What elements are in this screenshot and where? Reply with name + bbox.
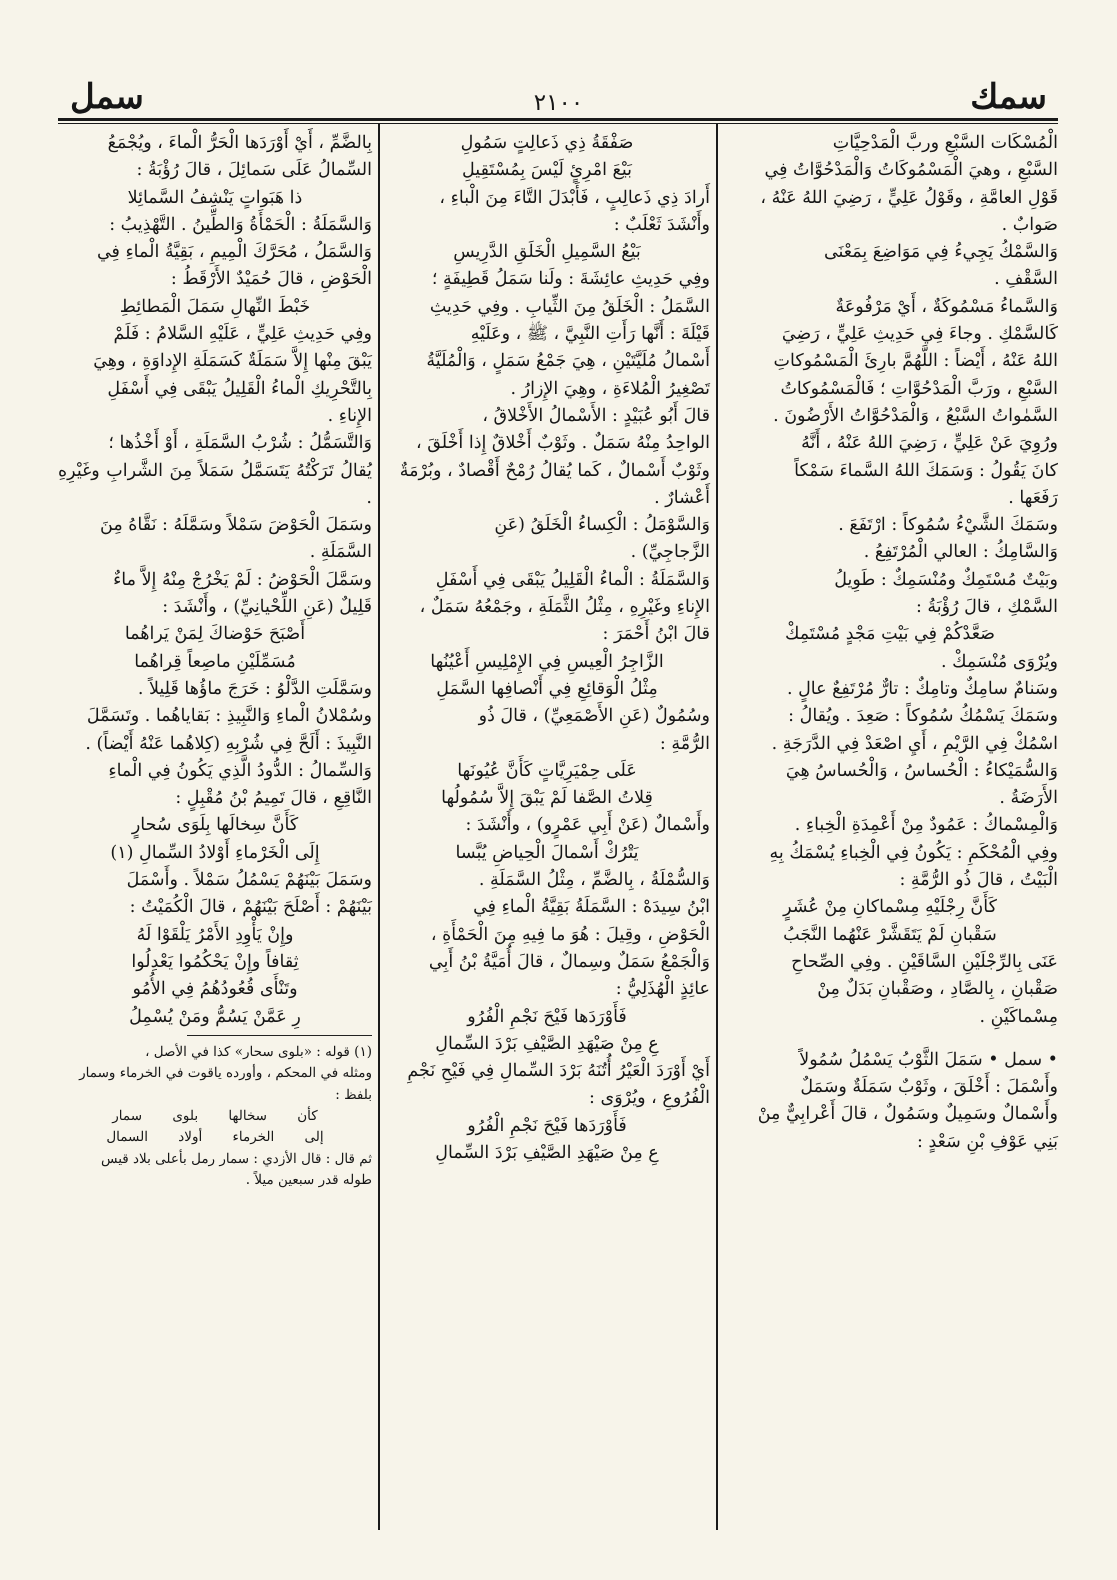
text-line: النَّبِيذَ : أَلَحَّ فِي شُرْبِهِ (كِلاهُما عَنْهُ أَيْضاً) . [85, 733, 372, 754]
footnote-verse: كأن سخالها بلوى سمار [112, 1108, 318, 1125]
header-root-right: سمك [970, 77, 1047, 117]
verse-line: فَأَوْرَدَها فَيْحَ نَجْمِ الْفُرُو [467, 1006, 627, 1027]
verse-line: وإِنْ يَأْوِدِ الأَمْرُ يَلْقَوْا لَهُ [136, 924, 294, 945]
text-line: وسَمَلَ بَيْنَهُمْ يَسْمُلُ سَمْلاً . وأَسْمَلَ [126, 870, 372, 891]
verse-line: وتَنْأَى قُعُودُهُمُ فِي الأُمُو [132, 979, 298, 1000]
verse-line: بَيْعُ السَّمِيلِ الْخَلَقِ الدَّرِيسِ [453, 242, 641, 263]
text-line: أَعْشارٌ . [654, 487, 710, 508]
text-line: قَلِيلٌ (عَنِ اللِّحْيانِيِّ) ، وأَنْشَدَ : [162, 597, 372, 618]
verse-line: كَأَنَّ رِجْلَيْهِ مِسْماكانِ مِنْ عُشَرٍ [783, 897, 997, 918]
verse-line: الزَّاجِرُ الْعِيسِ فِي الإِمْلِيسِ أَعْيُنُها [430, 651, 664, 672]
text-line: وفِي حَدِيثِ عائِشَةَ : ولَنا سَمَلُ قَطِيفَةٍ ؛ [431, 269, 710, 290]
page-number: ٢١٠٠ [533, 90, 584, 116]
footnote [58, 1042, 372, 1192]
text-line: وسُمْلانُ الْماءِ وَالنَّبِيذِ : بَقاياهُما . وتَسَمَّلَ [86, 706, 372, 727]
text-line: بَيْنَهُمْ : أَصْلَحَ بَيْنَهُمْ ، قالَ الْكُمَيْتُ : [129, 897, 372, 918]
text-line: وأَنْشَدَ ثَعْلَبٌ : [613, 214, 710, 235]
text-line: السَّمْكِ ، قالَ رُؤْبَةُ : [915, 597, 1058, 618]
text-line: الْفُرُوعِ ، ويُرْوَى : [589, 1088, 710, 1109]
footnote-line: ومثله في المحكم ، وأورده ياقوت في الخرماء وسمار [79, 1065, 372, 1082]
text-line: وأَسْمالٌ وسَمِيلٌ وسَمُولٌ ، قالَ أَعْرابِيٌّ مِنْ [757, 1104, 1058, 1125]
text-line: وسَمَّلَ الْحَوْضُ : لَمْ يَخْرُجْ مِنْهُ إِلاَّ ماءٌ [113, 569, 372, 590]
text-line: الواحِدُ مِنْهُ سَمَلٌ . وثَوْبٌ أَخْلاقٌ إِذا أَخْلَقَ ، [415, 433, 710, 454]
verse-line: بَيْعَ امْرِئٍ لَيْسَ بِمُسْتَقِيلِ [462, 160, 632, 181]
text-line: الْحَوْضِ ، وقِيلَ : هُوَ ما فِيهِ مِنَ الْحَمْأَةِ ، [430, 924, 710, 945]
verse-line: قِلاتُ الصَّفا لَمْ يَبْقَ إِلاَّ سُمُولُها [441, 788, 653, 809]
verse-line: إِلَى الْخَرْماءِ أَوْلادُ السِّمالِ (١) [110, 842, 320, 863]
text-line: وَالْمِسْماكُ : عَمُودٌ مِنْ أَعْمِدَةِ الْخِباءِ . [794, 815, 1058, 836]
verse-line: خَبْطَ النِّهالِ سَمَلَ الْمَطائِطِ [119, 296, 311, 317]
verse-line: صَفْقَةُ ذِي ذَعالِتٍ سَمُولِ [460, 133, 634, 153]
text-line: الزَّجاجِيِّ) . [630, 542, 710, 563]
text-line: كانَ يَقُولُ : وَسَمَكَ اللهُ السَّماءَ سَمْكاً [794, 460, 1058, 481]
text-line: رَفَعَها . [1008, 487, 1058, 508]
column-left [58, 130, 372, 1192]
text-line: تَصْغِيرُ الْمُلاءَةِ ، وهِيَ الإِزارُ . [510, 378, 710, 399]
text-line: وَالسَّوْمَلُ : الْكِساءُ الْخَلَقُ (عَنِ [494, 515, 710, 536]
entry-heading-line: • سمل • سَمَلَ الثَّوْبُ يَسْمُلُ سُمُولاً [799, 1049, 1058, 1070]
text-line: وسَمَلَ الْحَوْضَ سَمْلاً وسَمَّلَهُ : نَقَّاهُ مِنَ [100, 515, 372, 536]
column-divider-left [378, 124, 380, 1530]
text-line: وَالسُّمْلَةُ ، بِالضَّمِّ ، مِثْلُ السَّمَلَةِ . [478, 870, 710, 891]
text-line: ويُرْوَى مُنْسَمِكْ . [941, 651, 1058, 672]
text-line: الإِناءِ . [327, 405, 372, 426]
footnote-rule [187, 1035, 372, 1036]
verse-line: يَتْرُكْ أَسْمالَ الْحِياضِ يُبَّسا [455, 842, 639, 863]
verse-line: عِ مِنْ صَيْهَدِ الصَّيْفِ بَرْدَ السِّمالِ [435, 1033, 659, 1054]
text-line: قالَ ابْنُ أَحْمَرَ : [602, 624, 710, 645]
text-line: وَالسَّمَلَةُ : الْحَمْأَةُ وَالطِّينُ . التَّهْذِيبُ : [109, 214, 372, 235]
text-line: وَالتَّسَمُّلُ : شُرْبُ السَّمَلَةِ ، أَوْ أَخْذُها ؛ [108, 433, 372, 454]
text-line: وأَسْمالٌ (عَنْ أَبِي عَمْرٍو) ، وأَنْشَدَ : [465, 815, 710, 836]
text-line: قَيْلَةَ : أَنَّها رَأَتِ النَّبِيَّ ، ﷺ ، وعَلَيْهِ [470, 324, 710, 345]
column-right [722, 130, 1058, 1156]
text-line: وَالسَّمَلُ ، مُحَرَّكَ الْمِيمِ ، بَقِيَّةُ الْماءِ فِي [96, 242, 372, 263]
text-line: أَيْ أَوْرَدَ الْعَيْرُ أُتُنَهُ بَرْدَ السِّمالِ فِي فَيْحِ نَجْمِ [407, 1061, 710, 1082]
text-line: وَالسَّمْكُ يَجِيءُ فِي مَوَاضِعَ بِمَعْنَى [823, 242, 1058, 263]
footnote-line: طوله قدر سبعين ميلاً . [245, 1172, 372, 1189]
text-line: وفِي الْمُحْكَمِ : يَكُونُ فِي الْخِباءِ يُسْمَكُ بِهِ [769, 842, 1058, 863]
text-line: عَنَى بِالرِّجْلَيْنِ السَّاقَيْنِ . وفِي الصِّحاحِ [791, 951, 1058, 972]
text-line: وسَمَّلَتِ الدَّلْوُ : خَرَجَ ماؤُها قَلِيلاً . [137, 678, 372, 699]
text-line: السِّمالُ عَلَى سَمائِلَ ، قالَ رُؤْبَةُ : [136, 160, 372, 181]
text-line: وَالسُّمَيْكاءُ : الْحُساسُ ، وَالْحُساسُ هِيَ [785, 760, 1058, 781]
text-line: النَّاقِعِ ، قالَ تَمِيمُ بْنُ مُقْبِلٍ : [175, 788, 372, 809]
text-line: الرُّمَّةِ : [659, 733, 710, 754]
text-line: يُقالُ تَرَكْتُهُ يَتَسَمَّلُ سَمَلاً مِنَ الشَّرابِ وغَيْرِهِ . [58, 460, 372, 508]
text-line: صَقْبانِ ، بِالصَّادِ ، وصَقْبانِ بَدَلٌ مِنْ [817, 979, 1058, 1000]
header-rule-thin [58, 123, 1058, 124]
text-line: صَوابٌ . [1001, 214, 1058, 235]
text-line: أَرادَ ذِي ذَعالِبٍ ، فَأَبْدَلَ التَّاءَ مِنَ الْباءِ ، [439, 187, 710, 208]
text-line: السَّبْعِ ، وهيَ الْمَسْمُوكَاتُ وَالْمَدْحُوَّاتُ فِي [764, 160, 1058, 181]
text-line: بِالضَّمِّ ، أَيْ أَوْرَدَها الْحَرُّ الْماءَ ، ويُجْمَعُ [107, 133, 372, 153]
verse-line: سَقْبانِ لَمْ يَتَقَشَّرْ عَنْهُما النَّجَبُ [783, 924, 997, 945]
verse-line: كَأَنَّ سِخالَها بِلَوَى سُحارٍ [131, 815, 299, 836]
text-line: وأَسْمَلَ : أَخْلَقَ ، وثَوْبٌ سَمَلَةٌ وسَمَلٌ [800, 1077, 1058, 1098]
text-line: وبَيْتٌ مُسْتَمِكٌ ومُنْسَمِكٌ : طَوِيلُ [834, 569, 1058, 590]
text-line: السَّمٰواتُ السَّبْعُ ، وَالْمَدْحُوَّاتُ الأَرْضُونَ . [773, 405, 1058, 426]
text-line: اسْمُكْ فِي الرَّيْمِ ، أَيِ اصْعَدْ فِي الدَّرَجَةِ . [771, 733, 1058, 754]
text-line: وثَوْبٌ أَسْمالٌ ، كَما يُقالُ رُمْحٌ أَقْصادٌ ، وبُرْمَةٌ [399, 460, 710, 481]
text-line: وفِي حَدِيثِ عَلِيٍّ ، عَلَيْهِ السَّلامُ : فَلَمْ [113, 324, 372, 345]
text-line: وَالْجَمْعُ سَمَلٌ وسِمالٌ ، قالَ أُمَيَّةُ بْنُ أَبِي [428, 951, 710, 972]
verse-line: رِ عَمَّنْ يَسُمُّ ومَنْ يُسْمِلُ [129, 1006, 301, 1027]
text-line: بَنِي عَوْفِ بْنِ سَعْدٍ : [917, 1131, 1058, 1152]
verse-line: ثِقافاً وإِنْ يَحْكُمُوا يَعْدِلُوا [131, 951, 299, 972]
text-line: قالَ أَبُو عُبَيْدٍ : الأَسْمالُ الأَخْلاقُ ، [482, 405, 710, 426]
verse-line: مِثْلُ الْوَقائِعِ فِي أَنْصافِها السَّمَلِ [436, 678, 658, 699]
verse-line: أَصْبَحَ حَوْضاكَ لِمَنْ يَراهُما [124, 624, 306, 645]
text-line: يَبْقَ مِنْها إِلاَّ سَمَلَةٌ كَسَمَلَةِ الإِداوَةِ ، وهِيَ [93, 351, 372, 372]
verse-line: مُسَمِّلَيْنِ ماصِعاً قِراهُما [134, 651, 296, 672]
text-line: أَسْمالُ مُلَيَّتَيْنِ ، هِيَ جَمْعُ سَمَلٍ ، وَالْمُلَيَّةُ [426, 351, 710, 372]
footnote-line: بلفظ : [335, 1086, 372, 1103]
text-line: الْبَيْتُ ، قالَ ذُو الرُّمَّةِ : [899, 870, 1058, 891]
text-line: وَالسَّماءُ مَسْمُوكَةٌ ، أَيْ مَرْفُوعَةٌ [835, 296, 1058, 317]
verse-line: ذا هَبَواتٍ يَنْشِفُ السَّمائِلا [127, 187, 303, 208]
footnote-line: (١) قوله : «بلوى سحار» كذا في الأصل ، [145, 1043, 372, 1060]
text-line: بِالتَّحْرِيكِ الْماءُ الْقَلِيلُ يَبْقَى فِي أَسْفَلِ [107, 378, 372, 399]
text-line: ورُوِيَ عَنْ عَلِيٍّ ، رَضِيَ اللهُ عَنْهُ ، أَنَّهُ [801, 433, 1058, 454]
verse-line: عِ مِنْ صَيْهَدِ الصَّيْفِ بَرْدَ السِّمالِ [435, 1142, 659, 1163]
header-rule [58, 118, 1058, 121]
column-divider-right [716, 124, 718, 1530]
column-middle [384, 130, 710, 1167]
text-line: الأَرَضَةُ . [999, 788, 1058, 809]
text-line: وسَمَكَ يَسْمُكُ سُمُوكاً : صَعِدَ . ويُقالُ : [788, 706, 1058, 727]
text-line: كَالسَّمْكِ . وجاءَ فِي حَدِيثِ عَلِيٍّ ، رَضِيَ [781, 324, 1058, 345]
text-line: ابْنُ سِيدَهْ : السَّمَلَةُ بَقِيَّةُ الْماءِ فِي [473, 897, 710, 918]
text-line: مِسْماكَيْنِ . [979, 1006, 1058, 1027]
text-line: وَالسِّمالُ : الدُّودُ الَّذِي يَكُونُ فِي الْماءِ [108, 760, 372, 781]
footnote-line: ثم قال : قال الأزدي : سمار رمل بأعلى بلاد قيس [101, 1150, 372, 1167]
text-line: السَّمَلُ : الْخَلَقُ مِنَ الثِّيابِ . وفِي حَدِيثِ [429, 296, 710, 317]
text-line: الْمُسْكَات السَّبْعِ وربَّ الْمَدْحِيَّاتِ [832, 133, 1058, 153]
text-line: وسَنامٌ سامِكٌ وتامِكٌ : تارٌّ مُرْتَفِعٌ عالٍ . [786, 678, 1058, 699]
text-line: وسَمَكَ الشَّيْءُ سُمُوكاً : ارْتَفَعَ . [838, 515, 1058, 536]
text-line: الْحَوْضِ ، قالَ حُمَيْدٌ الأَرْقَطُ : [170, 269, 372, 290]
verse-line: عَلَى حِمْيَرِيَّاتٍ كَأَنَّ عُيُونَها [457, 760, 637, 781]
text-line: قَوْلِ العامَّةِ ، وقَوْلُ عَلِيٍّ ، رَضِيَ اللهُ عَنْهُ ، [760, 187, 1058, 208]
verse-line: فَأَوْرَدَها فَيْحَ نَجْمِ الْفُرُو [467, 1115, 627, 1136]
text-line: وَالسَّامِكُ : العالي الْمُرْتَفِعُ . [863, 542, 1058, 563]
text-line: وسُمُولٌ (عَنِ الأَصْمَعِيِّ) ، قالَ ذُو [478, 706, 710, 727]
text-line: اللهُ عَنْهُ ، أَيْضاً : اللَّهُمَّ بارِئَ الْمَسْمُوكاتِ [773, 351, 1058, 372]
verse-line: صَعَّدْكُمْ فِي بَيْتِ مَجْدٍ مُسْتَمِكْ [785, 624, 995, 645]
footnote-verse: إلى الخرماء أولاد السمال [106, 1129, 324, 1146]
header-root-left: سمل [70, 77, 144, 117]
text-line: السَّبْعِ ، ورَبَّ الْمَدْحُوَّاتِ ؛ فَالْمَسْمُوكاتُ [780, 378, 1058, 399]
text-line: السَّقْفِ . [994, 269, 1058, 290]
text-line: عائِذٍ الْهُذَلِيُّ : [615, 979, 710, 1000]
text-line: وَالسَّمَلَةُ : الْماءُ الْقَلِيلُ يَبْقَى فِي أَسْفَلِ [435, 569, 710, 590]
text-line: الإِناءِ وغَيْرِهِ ، مِثْلُ الثَّمَلَةِ ، وجَمْعُهُ سَمَلٌ ، [419, 597, 710, 618]
text-line: السَّمَلَةِ . [309, 542, 372, 563]
